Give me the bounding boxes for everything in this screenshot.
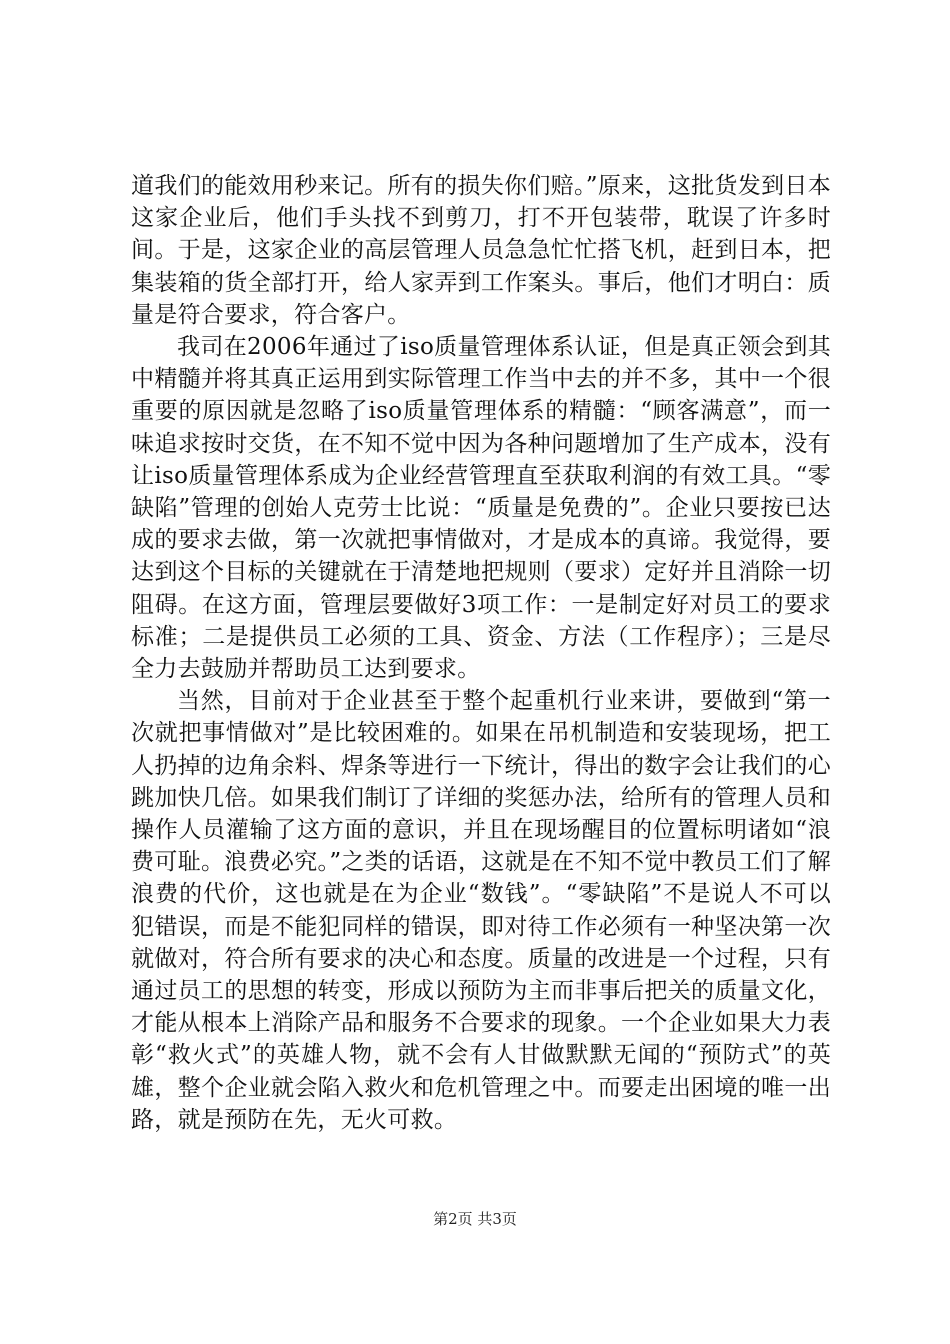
paragraph-3: 当然，目前对于企业甚至于整个起重机行业来讲，要做到“第一次就把事情做对”是比较困难的。如果在吊机制造和安装现场，把工人扔掉的边角余料、焊条等进行一下统计，得出的数字会让我们的心跳加快几倍。如果我们制订了详细的奖惩办法，给所有的管理人员和操作人员灌输了这方面的意识，并且在现场醒目的位置标明诸如“浪费可耻。浪费必究。”之类的话语，这就是在不知不觉中教员工们了解浪费的代价，这也就是在为企业“数钱”。“零缺陷”不是说人不可以犯错误，而是不能犯同样的错误，即对待工作必须有一种坚决第一次就做对，符合所有要求的决心和态度。质量的改进是一个过程，只有通过员工的思想的转变，形成以预防为主而非事后把关的质量文化，才能从根本上消除产品和服务不合要求的现象。一个企业如果大力表彰“救火式”的英雄人物，就不会有人甘做默默无闻的“预防式”的英雄，整个企业就会陷入救火和危机管理之中。而要走出困境的唯一出路，就是预防在先，无火可救。 [131, 688, 831, 1133]
page-footer: 第2页 共3页 [433, 1210, 517, 1228]
document-body [131, 170, 831, 1136]
paragraph-2: 我司在2006年通过了iso质量管理体系认证，但是真正领会到其中精髓并将其真正运用到实际管理工作当中去的并不多，其中一个很重要的原因就是忽略了iso质量管理体系的精髓：“顾客满意”，而一味追求按时交货，在不知不觉中因为各种问题增加了生产成本，没有让iso质量管理体系成为企业经营管理直至获取利润的有效工具。“零缺陷”管理的创始人克劳士比说：“质量是免费的”。企业只要按已达成的要求去做，第一次就把事情做对，才是成本的真谛。我觉得，要达到这个目标的关键就在于清楚地把规则（要求）定好并且消除一切阻碍。在这方面，管理层要做好3项工作：一是制定好对员工的要求标准；二是提供员工必须的工具、资金、方法（工作程序）；三是尽全力去鼓励并帮助员工达到要求。 [131, 334, 831, 683]
paragraph-1: 道我们的能效用秒来记。所有的损失你们赔。”原来，这批货发到日本这家企业后，他们手头找不到剪刀，打不开包装带，耽误了许多时间。于是，这家企业的高层管理人员急急忙忙搭飞机，赶到日本，把集装箱的货全部打开，给人家弄到工作案头。事后，他们才明白：质量是符合要求，符合客户。 [131, 173, 831, 328]
